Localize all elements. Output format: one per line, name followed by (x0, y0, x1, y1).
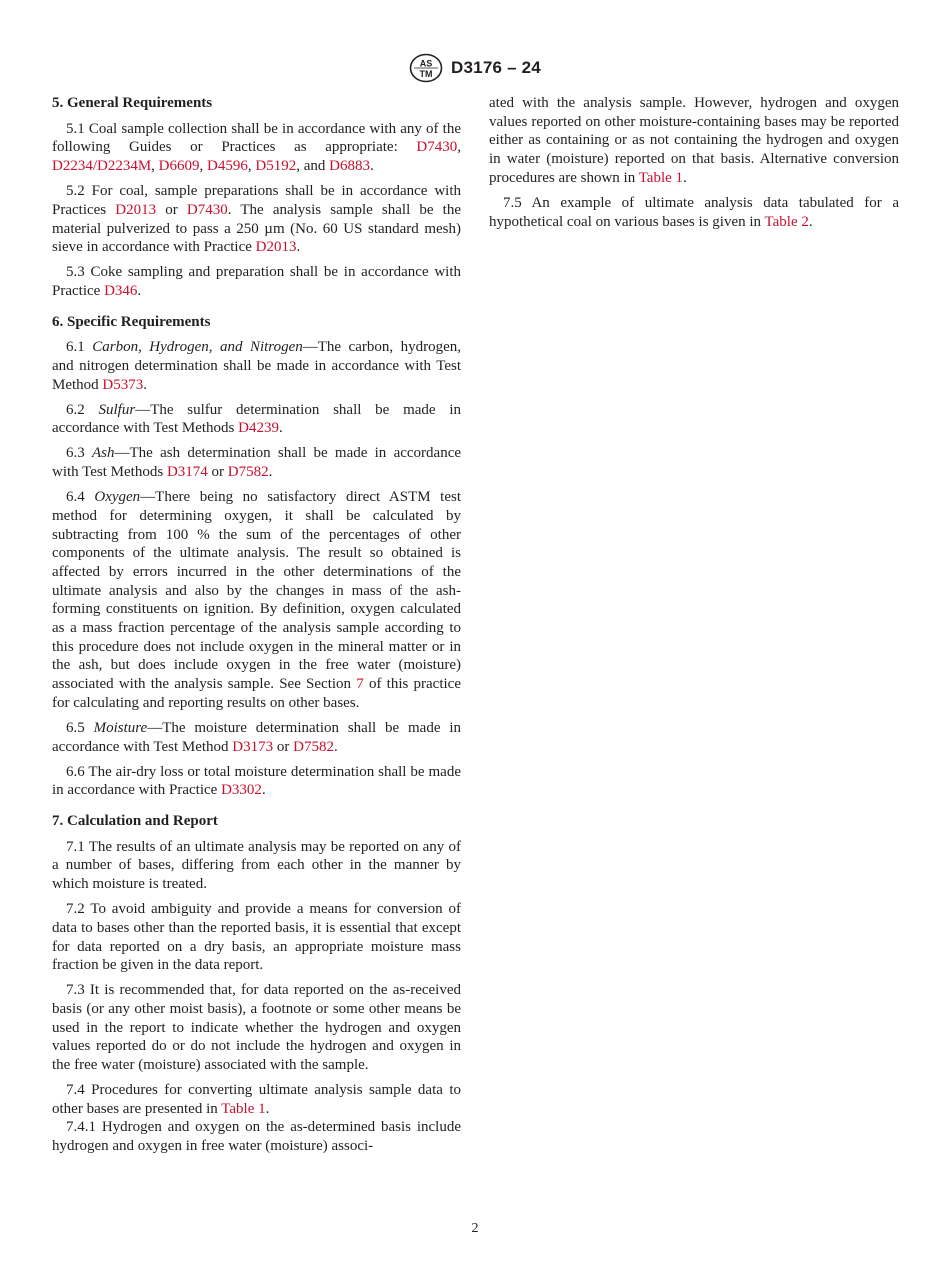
document-number: D3176 – 24 (451, 58, 541, 77)
paragraph-6-4: 6.4 Oxygen—There being no satisfactory direct ASTM test method for determining oxygen, it shall be calculated by subtracting from 100 % the sum of the percentages of other components of the ultimate analysis. The result so obtained is affected by errors incurred in the other determinations of the ultimate analysis and also by the changes in mass of the ash-forming constituents on ignition. By definition, oxygen calculated as a mass fraction percentage of the analysis sample according to this procedure does not include oxygen in the mineral matter or in the ash, but does include oxygen in the free water (moisture) associated with the analysis sample. See Section 7 of this practice for calculating and reporting results on other bases. (52, 489, 462, 711)
right-column (489, 94, 899, 238)
paragraph-7-4-1: 7.4.1 Hydrogen and oxygen on the as-determined basis include hydrogen and oxygen in free water (moisture) associ- (52, 1119, 461, 1155)
paragraph-5-1: 5.1 Coal sample collection shall be in accordance with any of the following Guides or Practices as appropriate: D7430, D2234/D2234M, D6609, D4596, D5192, and D6883. (52, 120, 461, 175)
page-header (0, 53, 950, 83)
link-d6883[interactable]: D6883 (329, 158, 370, 175)
paragraph-6-1: 6.1 Carbon, Hydrogen, and Nitrogen—The carbon, hydrogen, and nitrogen determination shall be made in accordance with Test Method D5373. (52, 339, 461, 393)
link-d7582[interactable]: D7582 (227, 464, 269, 481)
page-number: 2 (471, 1221, 479, 1236)
paragraph-7-1: 7.1 The results of an ultimate analysis may be reported on any of a number of bases, differing from each other in the manner by which moisture is treated. (52, 838, 461, 893)
link-d3302[interactable]: D3302 (221, 782, 262, 799)
link-d7582[interactable]: D7582 (293, 738, 334, 755)
link-d5192[interactable]: D5192 (255, 158, 297, 175)
section-7-title: 7. Calculation and Report (52, 812, 218, 829)
paragraph-6-3: 6.3 Ash—The ash determination shall be made in accordance with Test Methods D3174 or D7582. (52, 445, 462, 481)
paragraph-7-4: 7.4 Procedures for converting ultimate analysis sample data to other bases are presented in Table 1. (52, 1082, 461, 1117)
link-table-2[interactable]: Table 2 (764, 213, 809, 230)
link-table-1[interactable]: Table 1 (221, 1100, 266, 1117)
paragraph-6-6: 6.6 The air-dry loss or total moisture determination shall be made in accordance with Practice D3302. (52, 763, 461, 799)
link-d3173[interactable]: D3173 (232, 738, 274, 755)
paragraph-5-2: 5.2 For coal, sample preparations shall be in accordance with Practices D2013 or D7430. The analysis sample shall be the material pulverized to pass a 250 µm (No. 60 US standard mesh) sieve in accordance with Practice D2013. (52, 183, 461, 256)
link-d3174[interactable]: D3174 (166, 464, 208, 481)
section-6-title: 6. Specific Requirements (52, 313, 211, 330)
astm-logo-icon (409, 53, 443, 83)
link-table-1[interactable]: Table 1 (638, 169, 684, 186)
link-d7430[interactable]: D7430 (186, 201, 228, 218)
section-5-title: 5. General Requirements (52, 95, 213, 111)
paragraph-6-5: 6.5 Moisture—The moisture determination shall be made in accordance with Test Method D3173 or D7582. (52, 719, 461, 755)
link-d4239[interactable]: D4239 (238, 420, 279, 437)
paragraph-6-2: 6.2 Sulfur—The sulfur determination shall be made in accordance with Test Methods D4239. (52, 401, 462, 437)
paragraph-7-2: 7.2 To avoid ambiguity and provide a means for conversion of data to bases other than the reported basis, it is essential that except for data reported on a dry basis, an appropriate moisture mass fraction be given in the data report. (52, 901, 461, 974)
svg-text:AS: AS (419, 58, 433, 69)
link-d346[interactable]: D346 (104, 282, 138, 299)
paragraph-7-4-1-continued: ated with the analysis sample. However, hydrogen and oxygen values reported on other moisture-containing bases may be reported either as containing or as not containing the hydrogen and oxygen in water (moisture) reported on that basis. Alternative conversion procedures are shown in Table 1. (489, 95, 899, 186)
paragraph-7-5: 7.5 An example of ultimate analysis data tabulated for a hypothetical coal on various bases is given in Table 2. (489, 194, 899, 230)
left-column (52, 94, 461, 1162)
link-d4596[interactable]: D4596 (207, 158, 248, 175)
link-section-7[interactable]: 7 (356, 676, 364, 693)
link-d5373[interactable]: D5373 (102, 376, 144, 393)
paragraph-5-3: 5.3 Coke sampling and preparation shall be in accordance with Practice D346. (52, 264, 461, 299)
link-d7430[interactable]: D7430 (416, 139, 458, 156)
link-d6609[interactable]: D6609 (158, 158, 200, 175)
svg-text:TM: TM (419, 69, 433, 79)
link-d2234[interactable]: D2234/D2234M (52, 158, 152, 175)
link-d2013[interactable]: D2013 (255, 239, 297, 256)
link-d2013[interactable]: D2013 (115, 201, 157, 218)
paragraph-7-3: 7.3 It is recommended that, for data reported on the as-received basis (or any other moist basis), a footnote or some other means be used in the report to indicate whether the hydrogen and oxygen values reported do or do not include the hydrogen and oxygen in the free water (moisture) associated with the sample. (52, 982, 461, 1074)
